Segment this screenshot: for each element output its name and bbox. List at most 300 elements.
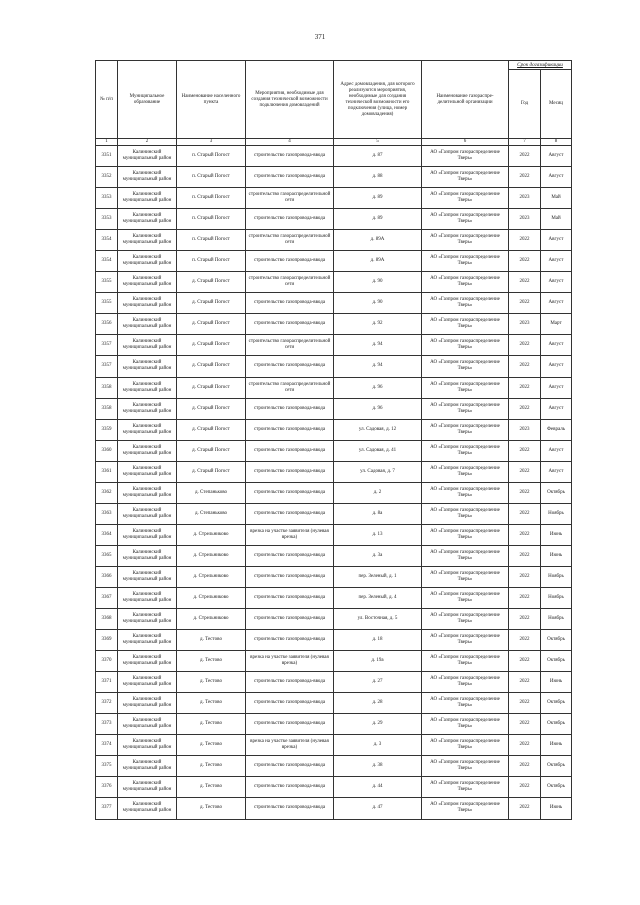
work-cell: строительство газопровода-ввода [246, 440, 334, 461]
municipality-cell: Калининский муниципальный район [118, 735, 177, 756]
settlement-cell: п. Старый Погост [177, 146, 246, 167]
year-cell: 2022 [509, 672, 541, 693]
municipality-cell: Калининский муниципальный район [118, 377, 177, 398]
row-number: 3360 [96, 440, 118, 461]
row-number: 3354 [96, 251, 118, 272]
year-cell: 2022 [509, 524, 541, 545]
municipality-cell: Калининский муниципальный район [118, 419, 177, 440]
month-cell: Август [541, 251, 572, 272]
row-number: 3365 [96, 545, 118, 566]
table-row [96, 461, 572, 482]
work-cell: строительство газопровода-ввода [246, 314, 334, 335]
month-cell: Июнь [541, 735, 572, 756]
row-number: 3357 [96, 335, 118, 356]
organization-cell: АО «Газпром газораспределение Тверь» [422, 272, 509, 293]
table-row [96, 230, 572, 251]
table-row [96, 398, 572, 419]
organization-cell: АО «Газпром газораспределение Тверь» [422, 693, 509, 714]
month-cell: Октябрь [541, 630, 572, 651]
month-cell: Август [541, 272, 572, 293]
settlement-cell: д. Старый Погост [177, 314, 246, 335]
settlement-cell: д. Стрельниково [177, 566, 246, 587]
work-cell: строительство газопровода-ввода [246, 756, 334, 777]
municipality-cell: Калининский муниципальный район [118, 314, 177, 335]
organization-cell: АО «Газпром газораспределение Тверь» [422, 545, 509, 566]
month-cell: Ноябрь [541, 566, 572, 587]
year-cell: 2022 [509, 609, 541, 630]
year-cell: 2022 [509, 251, 541, 272]
settlement-cell: д. Старый Погост [177, 398, 246, 419]
work-cell: строительство газопровода-ввода [246, 587, 334, 608]
organization-cell: АО «Газпром газораспределение Тверь» [422, 482, 509, 503]
organization-cell: АО «Газпром газораспределение Тверь» [422, 503, 509, 524]
year-cell: 2022 [509, 798, 541, 819]
work-cell: строительство газопровода-ввода [246, 167, 334, 188]
year-cell: 2022 [509, 630, 541, 651]
municipality-cell: Калининский муниципальный район [118, 630, 177, 651]
municipality-cell: Калининский муниципальный район [118, 524, 177, 545]
header-work: Мероприятия, необходимые для создания технической возможности подключения домовладений [246, 61, 334, 139]
work-cell: строительство газопровода-ввода [246, 209, 334, 230]
table-row [96, 587, 572, 608]
organization-cell: АО «Газпром газораспределение Тверь» [422, 440, 509, 461]
work-cell: строительство газопровода-ввода [246, 503, 334, 524]
work-cell: строительство газопровода-ввода [246, 482, 334, 503]
organization-cell: АО «Газпром газораспределение Тверь» [422, 714, 509, 735]
work-cell: строительство газопровода-ввода [246, 566, 334, 587]
row-number: 3353 [96, 209, 118, 230]
year-cell: 2022 [509, 398, 541, 419]
organization-cell: АО «Газпром газораспределение Тверь» [422, 756, 509, 777]
row-number: 3354 [96, 230, 118, 251]
month-cell: Июнь [541, 524, 572, 545]
settlement-cell: д. Стрельниково [177, 587, 246, 608]
year-cell: 2023 [509, 209, 541, 230]
municipality-cell: Калининский муниципальный район [118, 609, 177, 630]
year-cell: 2022 [509, 545, 541, 566]
municipality-cell: Калининский муниципальный район [118, 188, 177, 209]
settlement-cell: д. Старый Погост [177, 335, 246, 356]
month-cell: Август [541, 440, 572, 461]
address-cell: д. 96 [334, 377, 422, 398]
row-number: 3358 [96, 377, 118, 398]
row-number: 3367 [96, 587, 118, 608]
address-cell: д. 92 [334, 314, 422, 335]
row-number: 3366 [96, 566, 118, 587]
table-row [96, 314, 572, 335]
work-cell: строительство газопровода-ввода [246, 693, 334, 714]
month-cell: Ноябрь [541, 503, 572, 524]
work-cell: строительство газопровода-ввода [246, 714, 334, 735]
month-cell: Октябрь [541, 482, 572, 503]
month-cell: Август [541, 335, 572, 356]
organization-cell: АО «Газпром газораспределение Тверь» [422, 524, 509, 545]
address-cell: д. 13 [334, 524, 422, 545]
table-body [96, 146, 572, 820]
table-row [96, 651, 572, 672]
settlement-cell: д. Старый Погост [177, 293, 246, 314]
organization-cell: АО «Газпром газораспределение Тверь» [422, 672, 509, 693]
municipality-cell: Калининский муниципальный район [118, 461, 177, 482]
row-number: 3353 [96, 188, 118, 209]
organization-cell: АО «Газпром газораспределение Тверь» [422, 566, 509, 587]
work-cell: строительство газораспределительной сети [246, 230, 334, 251]
row-number: 3373 [96, 714, 118, 735]
address-cell: д. 89А [334, 251, 422, 272]
organization-cell: АО «Газпром газораспределение Тверь» [422, 798, 509, 819]
organization-cell: АО «Газпром газораспределение Тверь» [422, 251, 509, 272]
municipality-cell: Калининский муниципальный район [118, 440, 177, 461]
organization-cell: АО «Газпром газораспределение Тверь» [422, 146, 509, 167]
municipality-cell: Калининский муниципальный район [118, 714, 177, 735]
municipality-cell: Калининский муниципальный район [118, 251, 177, 272]
row-number: 3352 [96, 167, 118, 188]
row-number: 3362 [96, 482, 118, 503]
row-number: 3377 [96, 798, 118, 819]
organization-cell: АО «Газпром газораспределение Тверь» [422, 293, 509, 314]
address-cell: д. 88 [334, 167, 422, 188]
month-cell: Август [541, 293, 572, 314]
organization-cell: АО «Газпром газораспределение Тверь» [422, 398, 509, 419]
row-number: 3363 [96, 503, 118, 524]
municipality-cell: Калининский муниципальный район [118, 777, 177, 798]
row-number: 3355 [96, 272, 118, 293]
organization-cell: АО «Газпром газораспределение Тверь» [422, 461, 509, 482]
settlement-cell: д. Стрельниково [177, 524, 246, 545]
year-cell: 2022 [509, 651, 541, 672]
settlement-cell: п. Старый Погост [177, 251, 246, 272]
month-cell: Ноябрь [541, 609, 572, 630]
settlement-cell: д. Тестово [177, 714, 246, 735]
settlement-cell: п. Старый Погост [177, 209, 246, 230]
year-cell: 2022 [509, 503, 541, 524]
municipality-cell: Калининский муниципальный район [118, 482, 177, 503]
work-cell: строительство газопровода-ввода [246, 630, 334, 651]
header-address: Адрес домовладения, для которого реализуются мероприятия, необходимые для создания технической возможности его подключения (улица, номер домовладения) [334, 61, 422, 139]
settlement-cell: д. Степаньково [177, 503, 246, 524]
month-cell: Ноябрь [541, 587, 572, 608]
organization-cell: АО «Газпром газораспределение Тверь» [422, 314, 509, 335]
table-row [96, 167, 572, 188]
municipality-cell: Калининский муниципальный район [118, 230, 177, 251]
address-cell: ул. Садовая, д. 41 [334, 440, 422, 461]
header-municipality: Муниципальное образование [118, 61, 177, 139]
column-number: 3 [177, 139, 246, 146]
address-cell: д. 28 [334, 693, 422, 714]
address-cell: д. 94 [334, 335, 422, 356]
month-cell: Февраль [541, 419, 572, 440]
row-number: 3376 [96, 777, 118, 798]
column-number: 6 [422, 139, 509, 146]
row-number: 3368 [96, 609, 118, 630]
municipality-cell: Калининский муниципальный район [118, 167, 177, 188]
row-number: 3356 [96, 314, 118, 335]
settlement-cell: д. Старый Погост [177, 356, 246, 377]
work-cell: врезка на участке заявителя (нулевая врезка) [246, 651, 334, 672]
year-cell: 2022 [509, 735, 541, 756]
year-cell: 2022 [509, 714, 541, 735]
table-row [96, 524, 572, 545]
address-cell: д. 89 [334, 188, 422, 209]
settlement-cell: д. Тестово [177, 777, 246, 798]
table-row [96, 419, 572, 440]
month-cell: Июнь [541, 545, 572, 566]
column-number: 1 [96, 139, 118, 146]
address-cell: д. 8а [334, 503, 422, 524]
month-cell: Август [541, 167, 572, 188]
month-cell: Октябрь [541, 756, 572, 777]
row-number: 3375 [96, 756, 118, 777]
organization-cell: АО «Газпром газораспределение Тверь» [422, 587, 509, 608]
table-row [96, 693, 572, 714]
organization-cell: АО «Газпром газораспределение Тверь» [422, 335, 509, 356]
row-number: 3351 [96, 146, 118, 167]
month-cell: Август [541, 356, 572, 377]
organization-cell: АО «Газпром газораспределение Тверь» [422, 167, 509, 188]
municipality-cell: Калининский муниципальный район [118, 398, 177, 419]
address-cell: д. 38 [334, 756, 422, 777]
row-number: 3371 [96, 672, 118, 693]
address-cell: ул. Садовая, д. 12 [334, 419, 422, 440]
row-number: 3364 [96, 524, 118, 545]
settlement-cell: д. Тестово [177, 756, 246, 777]
year-cell: 2022 [509, 693, 541, 714]
settlement-cell: д. Старый Погост [177, 419, 246, 440]
organization-cell: АО «Газпром газораспределение Тверь» [422, 209, 509, 230]
month-cell: Май [541, 209, 572, 230]
address-cell: д. 29 [334, 714, 422, 735]
municipality-cell: Калининский муниципальный район [118, 693, 177, 714]
settlement-cell: д. Старый Погост [177, 377, 246, 398]
work-cell: строительство газопровода-ввода [246, 545, 334, 566]
row-number: 3372 [96, 693, 118, 714]
year-cell: 2022 [509, 777, 541, 798]
year-cell: 2023 [509, 419, 541, 440]
settlement-cell: д. Степаньково [177, 482, 246, 503]
gasification-table [95, 60, 572, 820]
year-cell: 2022 [509, 377, 541, 398]
row-number: 3370 [96, 651, 118, 672]
table-row [96, 440, 572, 461]
year-cell: 2022 [509, 587, 541, 608]
month-cell: Октябрь [541, 693, 572, 714]
table-row [96, 209, 572, 230]
settlement-cell: д. Тестово [177, 651, 246, 672]
month-cell: Август [541, 146, 572, 167]
settlement-cell: д. Тестово [177, 798, 246, 819]
year-cell: 2022 [509, 293, 541, 314]
address-cell: д. 3 [334, 735, 422, 756]
organization-cell: АО «Газпром газораспределение Тверь» [422, 377, 509, 398]
month-cell: Август [541, 461, 572, 482]
column-number-row [96, 139, 572, 146]
month-cell: Июнь [541, 798, 572, 819]
header-num: № п/п [96, 61, 118, 139]
table-row [96, 630, 572, 651]
work-cell: строительство газопровода-ввода [246, 293, 334, 314]
table-row [96, 335, 572, 356]
address-cell: д. 96 [334, 398, 422, 419]
address-cell: д. 90 [334, 272, 422, 293]
municipality-cell: Калининский муниципальный район [118, 293, 177, 314]
row-number: 3358 [96, 398, 118, 419]
work-cell: строительство газопровода-ввода [246, 609, 334, 630]
address-cell: д. 90 [334, 293, 422, 314]
address-cell: д. 89 [334, 209, 422, 230]
month-cell: Март [541, 314, 572, 335]
year-cell: 2022 [509, 167, 541, 188]
year-cell: 2022 [509, 566, 541, 587]
address-cell: пер. Зеленый, д. 4 [334, 587, 422, 608]
settlement-cell: д. Тестово [177, 693, 246, 714]
address-cell: ул. Восточная, д. 5 [334, 609, 422, 630]
header-deadline-group: Срок догазификации [509, 61, 572, 70]
settlement-cell: п. Старый Погост [177, 167, 246, 188]
column-number: 4 [246, 139, 334, 146]
municipality-cell: Калининский муниципальный район [118, 672, 177, 693]
column-number: 2 [118, 139, 177, 146]
row-number: 3374 [96, 735, 118, 756]
header-year: Год [509, 70, 541, 139]
municipality-cell: Калининский муниципальный район [118, 545, 177, 566]
address-cell: д. 3а [334, 545, 422, 566]
address-cell: пер. Зеленый, д. 1 [334, 566, 422, 587]
address-cell: д. 44 [334, 777, 422, 798]
header-organization: Наименование газораспре-делительной организации [422, 61, 509, 139]
column-number: 8 [541, 139, 572, 146]
month-cell: Октябрь [541, 714, 572, 735]
address-cell: д. 87 [334, 146, 422, 167]
work-cell: строительство газораспределительной сети [246, 188, 334, 209]
municipality-cell: Калининский муниципальный район [118, 272, 177, 293]
column-number: 5 [334, 139, 422, 146]
year-cell: 2022 [509, 356, 541, 377]
year-cell: 2022 [509, 272, 541, 293]
work-cell: строительство газопровода-ввода [246, 398, 334, 419]
address-cell: д. 27 [334, 672, 422, 693]
table-row [96, 735, 572, 756]
table-row [96, 609, 572, 630]
work-cell: строительство газораспределительной сети [246, 377, 334, 398]
organization-cell: АО «Газпром газораспределение Тверь» [422, 419, 509, 440]
table-row [96, 146, 572, 167]
address-cell: д. 94 [334, 356, 422, 377]
table-row [96, 756, 572, 777]
table-row [96, 714, 572, 735]
column-number: 7 [509, 139, 541, 146]
municipality-cell: Калининский муниципальный район [118, 209, 177, 230]
settlement-cell: д. Старый Погост [177, 461, 246, 482]
row-number: 3359 [96, 419, 118, 440]
settlement-cell: д. Стрельниково [177, 545, 246, 566]
address-cell: д. 19а [334, 651, 422, 672]
municipality-cell: Калининский муниципальный район [118, 651, 177, 672]
settlement-cell: д. Тестово [177, 630, 246, 651]
page-number: 371 [314, 33, 326, 41]
municipality-cell: Калининский муниципальный район [118, 798, 177, 819]
work-cell: врезка на участке заявителя (нулевая врезка) [246, 735, 334, 756]
row-number: 3369 [96, 630, 118, 651]
table-row [96, 482, 572, 503]
year-cell: 2023 [509, 314, 541, 335]
municipality-cell: Калининский муниципальный район [118, 503, 177, 524]
table-row [96, 272, 572, 293]
work-cell: строительство газопровода-ввода [246, 419, 334, 440]
table-row [96, 188, 572, 209]
work-cell: строительство газопровода-ввода [246, 146, 334, 167]
table-row [96, 777, 572, 798]
work-cell: строительство газопровода-ввода [246, 251, 334, 272]
address-cell: д. 47 [334, 798, 422, 819]
year-cell: 2022 [509, 756, 541, 777]
table-row [96, 798, 572, 819]
address-cell: ул. Садовая, д. 7 [334, 461, 422, 482]
row-number: 3361 [96, 461, 118, 482]
municipality-cell: Калининский муниципальный район [118, 356, 177, 377]
address-cell: д. 2 [334, 482, 422, 503]
organization-cell: АО «Газпром газораспределение Тверь» [422, 356, 509, 377]
year-cell: 2023 [509, 188, 541, 209]
organization-cell: АО «Газпром газораспределение Тверь» [422, 651, 509, 672]
settlement-cell: д. Тестово [177, 672, 246, 693]
settlement-cell: д. Старый Погост [177, 440, 246, 461]
table-row [96, 356, 572, 377]
year-cell: 2022 [509, 482, 541, 503]
header-settlement: Наименование населенного пункта [177, 61, 246, 139]
row-number: 3357 [96, 356, 118, 377]
month-cell: Октябрь [541, 651, 572, 672]
month-cell: Октябрь [541, 777, 572, 798]
organization-cell: АО «Газпром газораспределение Тверь» [422, 609, 509, 630]
year-cell: 2022 [509, 461, 541, 482]
municipality-cell: Калининский муниципальный район [118, 756, 177, 777]
address-cell: д. 89А [334, 230, 422, 251]
month-cell: Август [541, 377, 572, 398]
table-row [96, 503, 572, 524]
month-cell: Июнь [541, 672, 572, 693]
month-cell: Май [541, 188, 572, 209]
organization-cell: АО «Газпром газораспределение Тверь» [422, 630, 509, 651]
table-row [96, 377, 572, 398]
work-cell: строительство газораспределительной сети [246, 272, 334, 293]
settlement-cell: д. Тестово [177, 735, 246, 756]
work-cell: строительство газопровода-ввода [246, 798, 334, 819]
municipality-cell: Калининский муниципальный район [118, 146, 177, 167]
municipality-cell: Калининский муниципальный район [118, 566, 177, 587]
year-cell: 2022 [509, 146, 541, 167]
work-cell: строительство газопровода-ввода [246, 356, 334, 377]
municipality-cell: Калининский муниципальный район [118, 335, 177, 356]
table-row [96, 672, 572, 693]
month-cell: Август [541, 230, 572, 251]
work-cell: врезка на участке заявителя (нулевая врезка) [246, 524, 334, 545]
settlement-cell: п. Старый Погост [177, 188, 246, 209]
organization-cell: АО «Газпром газораспределение Тверь» [422, 230, 509, 251]
work-cell: строительство газопровода-ввода [246, 461, 334, 482]
table-row [96, 251, 572, 272]
settlement-cell: д. Старый Погост [177, 272, 246, 293]
header-month: Месяц [541, 70, 572, 139]
year-cell: 2022 [509, 335, 541, 356]
settlement-cell: п. Старый Погост [177, 230, 246, 251]
table-row [96, 293, 572, 314]
row-number: 3355 [96, 293, 118, 314]
month-cell: Август [541, 398, 572, 419]
year-cell: 2022 [509, 230, 541, 251]
year-cell: 2022 [509, 440, 541, 461]
work-cell: строительство газопровода-ввода [246, 672, 334, 693]
work-cell: строительство газопровода-ввода [246, 777, 334, 798]
